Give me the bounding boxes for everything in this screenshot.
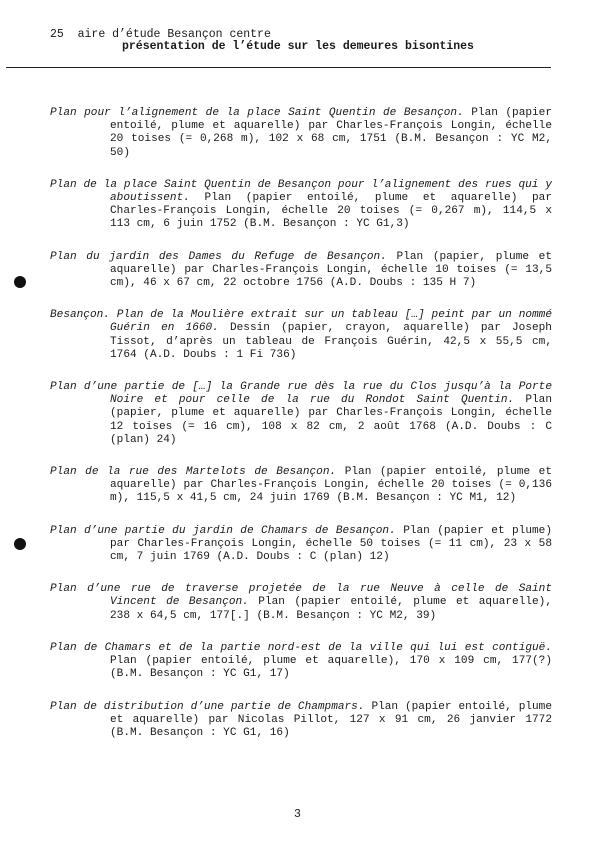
- entry-title: Plan d’une partie de […] la Grande rue dès la rue du Clos jusqu’à la Porte Noire et pour celle de la rue du Rondot Saint Quentin.: [50, 381, 552, 407]
- header-rule: [6, 67, 551, 68]
- list-item: [50, 381, 552, 447]
- list-item: [50, 525, 552, 565]
- list-item: [50, 583, 552, 623]
- bullet-dot-icon: [14, 538, 26, 550]
- list-item: [50, 642, 552, 682]
- list-item: [50, 179, 552, 232]
- entry-details: Plan (papier entoilé, plume et aquarelle) par Nicolas Pillot, 127 x 91 cm, 26 janvier 1772 (B.M. Besançon : YC G1, 16): [110, 700, 552, 739]
- entry-title: Plan d’une rue de traverse projetée de la rue Neuve à celle de Saint Vincent de Besançon.: [50, 583, 552, 609]
- entry-title: Plan de la rue des Martelots de Besançon.: [50, 466, 337, 479]
- entry-details: Plan (papier entoilé, plume et aquarelle), 170 x 109 cm, 177(?) (B.M. Besançon : YC G1, 17): [110, 655, 552, 681]
- entry-title: Plan de Chamars et de la partie nord-est de la ville qui lui est contiguë.: [50, 641, 552, 654]
- list-item: [50, 309, 552, 362]
- entry-title: Plan pour l’alignement de la place Saint Quentin de Besançon.: [50, 107, 464, 119]
- entry-details: Dessin (papier, crayon, aquarelle) par Joseph Tissot, d’après un tableau de François Guérin, 42,5 x 55,5 cm, 1764 (A.D. Doubs : 1 Fi 736): [110, 322, 552, 361]
- page-number: 3: [294, 808, 301, 821]
- entry-details: Plan (papier entoilé, plume et aquarelle) par Charles-François Longin, échelle 20 toises (= 0,268 m), 102 x 68 cm, 1751 (B.M. Besançon : YC M2, 50): [110, 107, 552, 159]
- entry-details: Plan (papier entoilé, plume et aquarelle), 238 x 64,5 cm, 177[.] (B.M. Besançon : YC M2, 39): [110, 596, 552, 622]
- entry-details: Plan (papier, plume et aquarelle) par Charles-François Longin, échelle 12 toises (= 16 cm), 108 x 82 cm, 2 août 1768 (A.D. Doubs : C (plan) 24): [110, 394, 552, 446]
- entry-title: Plan d’une partie du jardin de Chamars de Besançon.: [50, 524, 396, 537]
- entry-details: Plan (papier entoilé, plume et aquarelle) par Charles-François Longin, échelle 20 toises (= 0,267 m), 114,5 x 113 cm, 6 juin 1752 (B.M. Besançon : YC G1,3): [110, 192, 552, 231]
- entry-details: Plan (papier et plume) par Charles-François Longin, échelle 50 toises (= 11 cm), 23 x 58 cm, 7 juin 1769 (A.D. Doubs : C (plan) 12): [110, 524, 552, 564]
- entry-details: Plan (papier, plume et aquarelle) par Charles-François Longin, échelle 10 toises (= 13,5 cm), 46 x 67 cm, 22 octobre 1756 (A.D. Doubs : 135 H 7): [110, 250, 552, 290]
- entry-title: Plan du jardin des Dames du Refuge de Besançon.: [50, 250, 387, 263]
- list-item: [50, 107, 552, 160]
- header-series-title: aire d’étude Besançon centre: [77, 28, 271, 41]
- list-item: [50, 466, 552, 506]
- header-subtitle: présentation de l’étude sur les demeures bisontines: [122, 40, 474, 53]
- bullet-dot-icon: [14, 276, 26, 288]
- entry-title: Besançon. Plan de la Moulière extrait sur un tableau […] peint par un nommé Guérin en 1660.: [50, 309, 552, 335]
- entry-details: Plan (papier entoilé, plume et aquarelle) par Charles-François Longin, échelle 20 toises (= 0,136 m), 115,5 x 41,5 cm, 24 juin 1769 (B.M. Besançon : YC M1, 12): [110, 466, 552, 505]
- entry-list: [50, 107, 552, 759]
- list-item: [50, 251, 552, 291]
- entry-title: Plan de la place Saint Quentin de Besançon pour l’alignement des rues qui y aboutissent.: [50, 178, 552, 205]
- entry-title: Plan de distribution d’une partie de Champmars.: [50, 700, 365, 713]
- list-item: [50, 701, 552, 741]
- header-page-ref: 25: [50, 28, 64, 41]
